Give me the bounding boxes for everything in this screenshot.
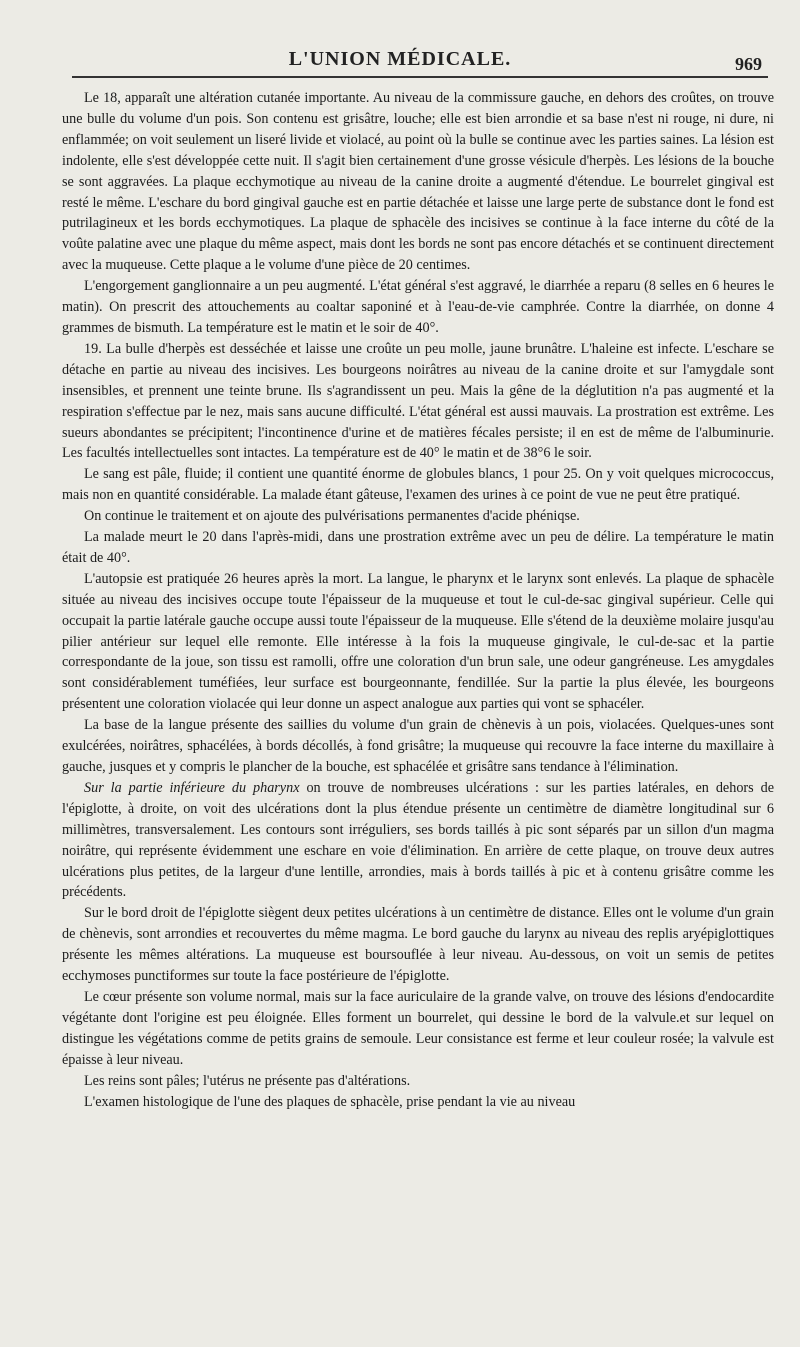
paragraph: Sur le bord droit de l'épiglotte siègent deux petites ulcérations à un centimètre de distance. Elles ont le volume d'un grain de chènevis, sont arrondies et recouvertes du même magma. Le bord gauche du larynx au niveau des replis aryépiglottiques présente les mêmes altérations. La muqueuse est boursouflée à leur niveau. Au-dessous, on voit un semis de petites ecchymoses punctiformes sur toute la face postérieure de l'épiglotte.: [62, 905, 774, 985]
paragraph: L'engorgement ganglionnaire a un peu augmenté. L'état général s'est aggravé, le diarrhée a reparu (8 selles en 6 heures le matin). On prescrit des attouchements au coaltar saponiné et à l'eau-de-vie camphrée. Contre la diarrhée, on donne 4 grammes de bismuth. La température est le matin et le soir de 40°.: [62, 278, 774, 336]
paragraph: L'autopsie est pratiquée 26 heures après la mort. La langue, le pharynx et le larynx sont enlevés. La plaque de sphacèle située au niveau des incisives occupe toute l'épaisseur de la muqueuse et tout le cul-de-sac gingival supérieur. Celle qui occupait la partie latérale gauche occupe aussi toute l'épaisseur de la muqueuse. Elle s'étend de la deuxième molaire jusqu'au pilier antérieur sur lequel elle remonte. Elle intéresse à la fois la muqueuse gingivale, le cul-de-sac et la partie correspondante de la joue, son tissu est ramolli, offre une coloration d'un brun sale, une odeur gangréneuse. Les amygdales sont considérablement tuméfiées, leur surface est bourgeonnante, fendillée. Sur la partie la plus élevée, les bourgeons présentent une coloration violacée qui leur donne un aspect analogue aux parties qui vont se sphacéler.: [62, 570, 774, 713]
paragraph-text: on trouve de nombreuses ulcérations : sur les parties latérales, en dehors de l'épiglotte, à droite, on voit des ulcérations dont la plus étendue présente un centimètre de diamètre longitudinal sur 6 millimètres, transversalement. Les contours sont irréguliers, ses bords taillés à pic sont séparés par un sillon d'un magma noirâtre, qui représente évidemment une eschare en voie d'élimination. En arrière de cette plaque, on trouve deux autres ulcérations plus petites, de la largeur d'une lentille, arrondies, mais à bords taillés à pic et à contenu grisâtre comme les précédents.: [62, 779, 774, 901]
paragraph: Le 18, apparaît une altération cutanée importante. Au niveau de la commissure gauche, en dehors des croûtes, on trouve une bulle du volume d'un pois. Son contenu est grisâtre, louche; elle est bien arrondie et sa base n'est ni rouge, ni dure, ni enflammée; on voit seulement un liseré livide et violacé, au point où la bulle se continue avec les parties saines. La lésion est indolente, elle s'est développée cette nuit. Il s'agit bien certainement d'une grosse vésicule d'herpès. Les lésions de la bouche se sont aggravées. La plaque ecchymotique au niveau de la canine droite a augmenté d'étendue. Le bourrelet gingival est resté le même. L'eschare du bord gingival gauche est en partie détachée et laisse une large perte de substance dont le fond est putrilagineux et les bords ecchymotiques. La plaque de sphacèle des incisives se continue à la face interne du côté de la voûte palatine avec une plaque du même aspect, mais dont les bords ne sont pas encore détachés et se continuent directement avec la muqueuse. Cette plaque a le volume d'une pièce de 20 centimes.: [62, 90, 774, 274]
paragraph: 19. La bulle d'herpès est desséchée et laisse une croûte un peu molle, jaune brunâtre. L'haleine est infecte. L'eschare se détache en partie au niveau des incisives. Les bourgeons noirâtres au niveau de la canine droite et sur l'amygdale sont insensibles, et prennent une teinte brune. Ils s'agrandissent un peu. Mais la gêne de la déglutition n'a pas augmenté et la respiration s'effectue par le nez, mais sans aucune difficulté. L'état général est aussi mauvais. La prostration est extrême. Les sueurs abondantes se précipitent; l'incontinence d'urine et de matières fécales persiste; il en est de même de l'albuminurie. Les facultés intellectuelles sont intactes. La température est de 40° le matin et de 38°6 le soir.: [62, 340, 774, 462]
paragraph: Le cœur présente son volume normal, mais sur la face auriculaire de la grande valve, on trouve des lésions d'endocardite végétante dont l'origine est peu éloignée. Elles forment un bourrelet, qui dessine le bord de la valvule.et sur lequel on distingue les végétations comme de petits grains de semoule. Leur consistance est ferme et leur couleur rosée; la valvule est épaisse à leur niveau.: [62, 988, 774, 1068]
paragraph: La malade meurt le 20 dans l'après-midi, dans une prostration extrême avec un peu de délire. La température le matin était de 40°.: [62, 529, 774, 566]
body-text: [62, 88, 774, 1112]
paragraph-pharynx: [62, 778, 774, 903]
paragraph: Les reins sont pâles; l'utérus ne présente pas d'altérations.: [84, 1072, 411, 1089]
italic-heading: Sur la partie inférieure du pharynx: [84, 779, 300, 796]
paragraph: Le sang est pâle, fluide; il contient une quantité énorme de globules blancs, 1 pour 25. On y voit quelques micrococcus, mais non en quantité considérable. La malade étant gâteuse, l'examen des urines à ce point de vue ne peut être pratiqué.: [62, 466, 774, 504]
page-number: 969: [735, 54, 762, 74]
paragraph: La base de la langue présente des saillies du volume d'un grain de chènevis à un pois, violacées. Quelques-unes sont exulcérées, noirâtres, sphacélées, à bords décollés, à fond grisâtre; la muqueuse qui recouvre la face interne du maxillaire à gauche, jusques et y compris le plancher de la bouche, est sphacélée et grisâtre sans tendance à l'élimination.: [62, 717, 774, 775]
paragraph: On continue le traitement et on ajoute des pulvérisations permanentes d'acide phéniqse.: [84, 508, 580, 525]
header-rule: [72, 76, 768, 78]
journal-title: L'UNION MÉDICALE.: [288, 48, 512, 70]
paragraph: L'examen histologique de l'une des plaques de sphacèle, prise pendant la vie au niveau: [84, 1093, 576, 1110]
